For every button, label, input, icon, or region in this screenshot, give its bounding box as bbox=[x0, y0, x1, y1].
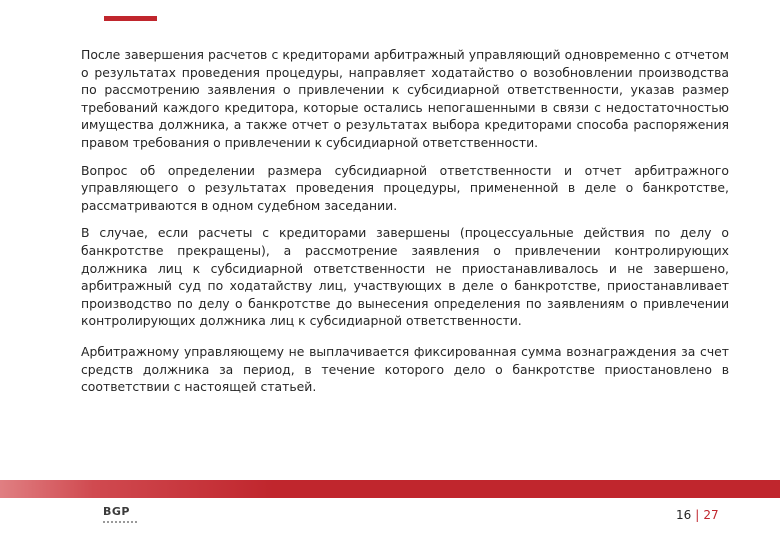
accent-bar bbox=[104, 16, 157, 21]
paragraph-3: В случае, если расчеты с кредиторами завершены (процессуальные действия по делу о банкротстве прекращены), а рассмотрение заявления о привлечении контролирующих должника лиц к субсидиарной ответственности не приостанавливалось и не завершено, арбитражный суд по ходатайству лиц, участвующих в деле о банкротстве, приостанавливает производство по делу о банкротстве до вынесения определения по заявлениям о привлечении контролирующих должника лиц к субсидиарной ответственности. bbox=[81, 225, 729, 329]
page-current: 16 bbox=[676, 508, 692, 522]
logo-underline bbox=[103, 521, 137, 523]
page-total: 27 bbox=[703, 508, 719, 522]
logo-text: BGP bbox=[103, 505, 130, 518]
page-number bbox=[676, 508, 719, 522]
footer-band bbox=[0, 480, 780, 498]
content-area bbox=[81, 46, 729, 406]
paragraph-4: Арбитражному управляющему не выплачивается фиксированная сумма вознаграждения за счет средств должника за период, в течение которого дело о банкротстве приостановлено в соответствии с настоящей статьей. bbox=[81, 343, 729, 395]
page-separator: | bbox=[695, 508, 700, 522]
paragraph-1: После завершения расчетов с кредиторами арбитражный управляющий одновременно с отчетом о результатах проведения процедуры, направляет ходатайство о возобновлении производства по рассмотрению заявления о привлечении к субсидиарной ответственности, указав размер требований каждого кредитора, которые остались непогашенными в связи с недостаточностью имущества должника, а также отчет о результатах выбора кредиторами способа распоряжения правом требования о привлечении к субсидиарной ответственности. bbox=[81, 47, 729, 150]
paragraph-2: Вопрос об определении размера субсидиарной ответственности и отчет арбитражного управляющего о результатах проведения процедуры, примененной в деле о банкротстве, рассматриваются в одном судебном заседании. bbox=[81, 162, 729, 213]
bgp-logo bbox=[103, 506, 143, 530]
